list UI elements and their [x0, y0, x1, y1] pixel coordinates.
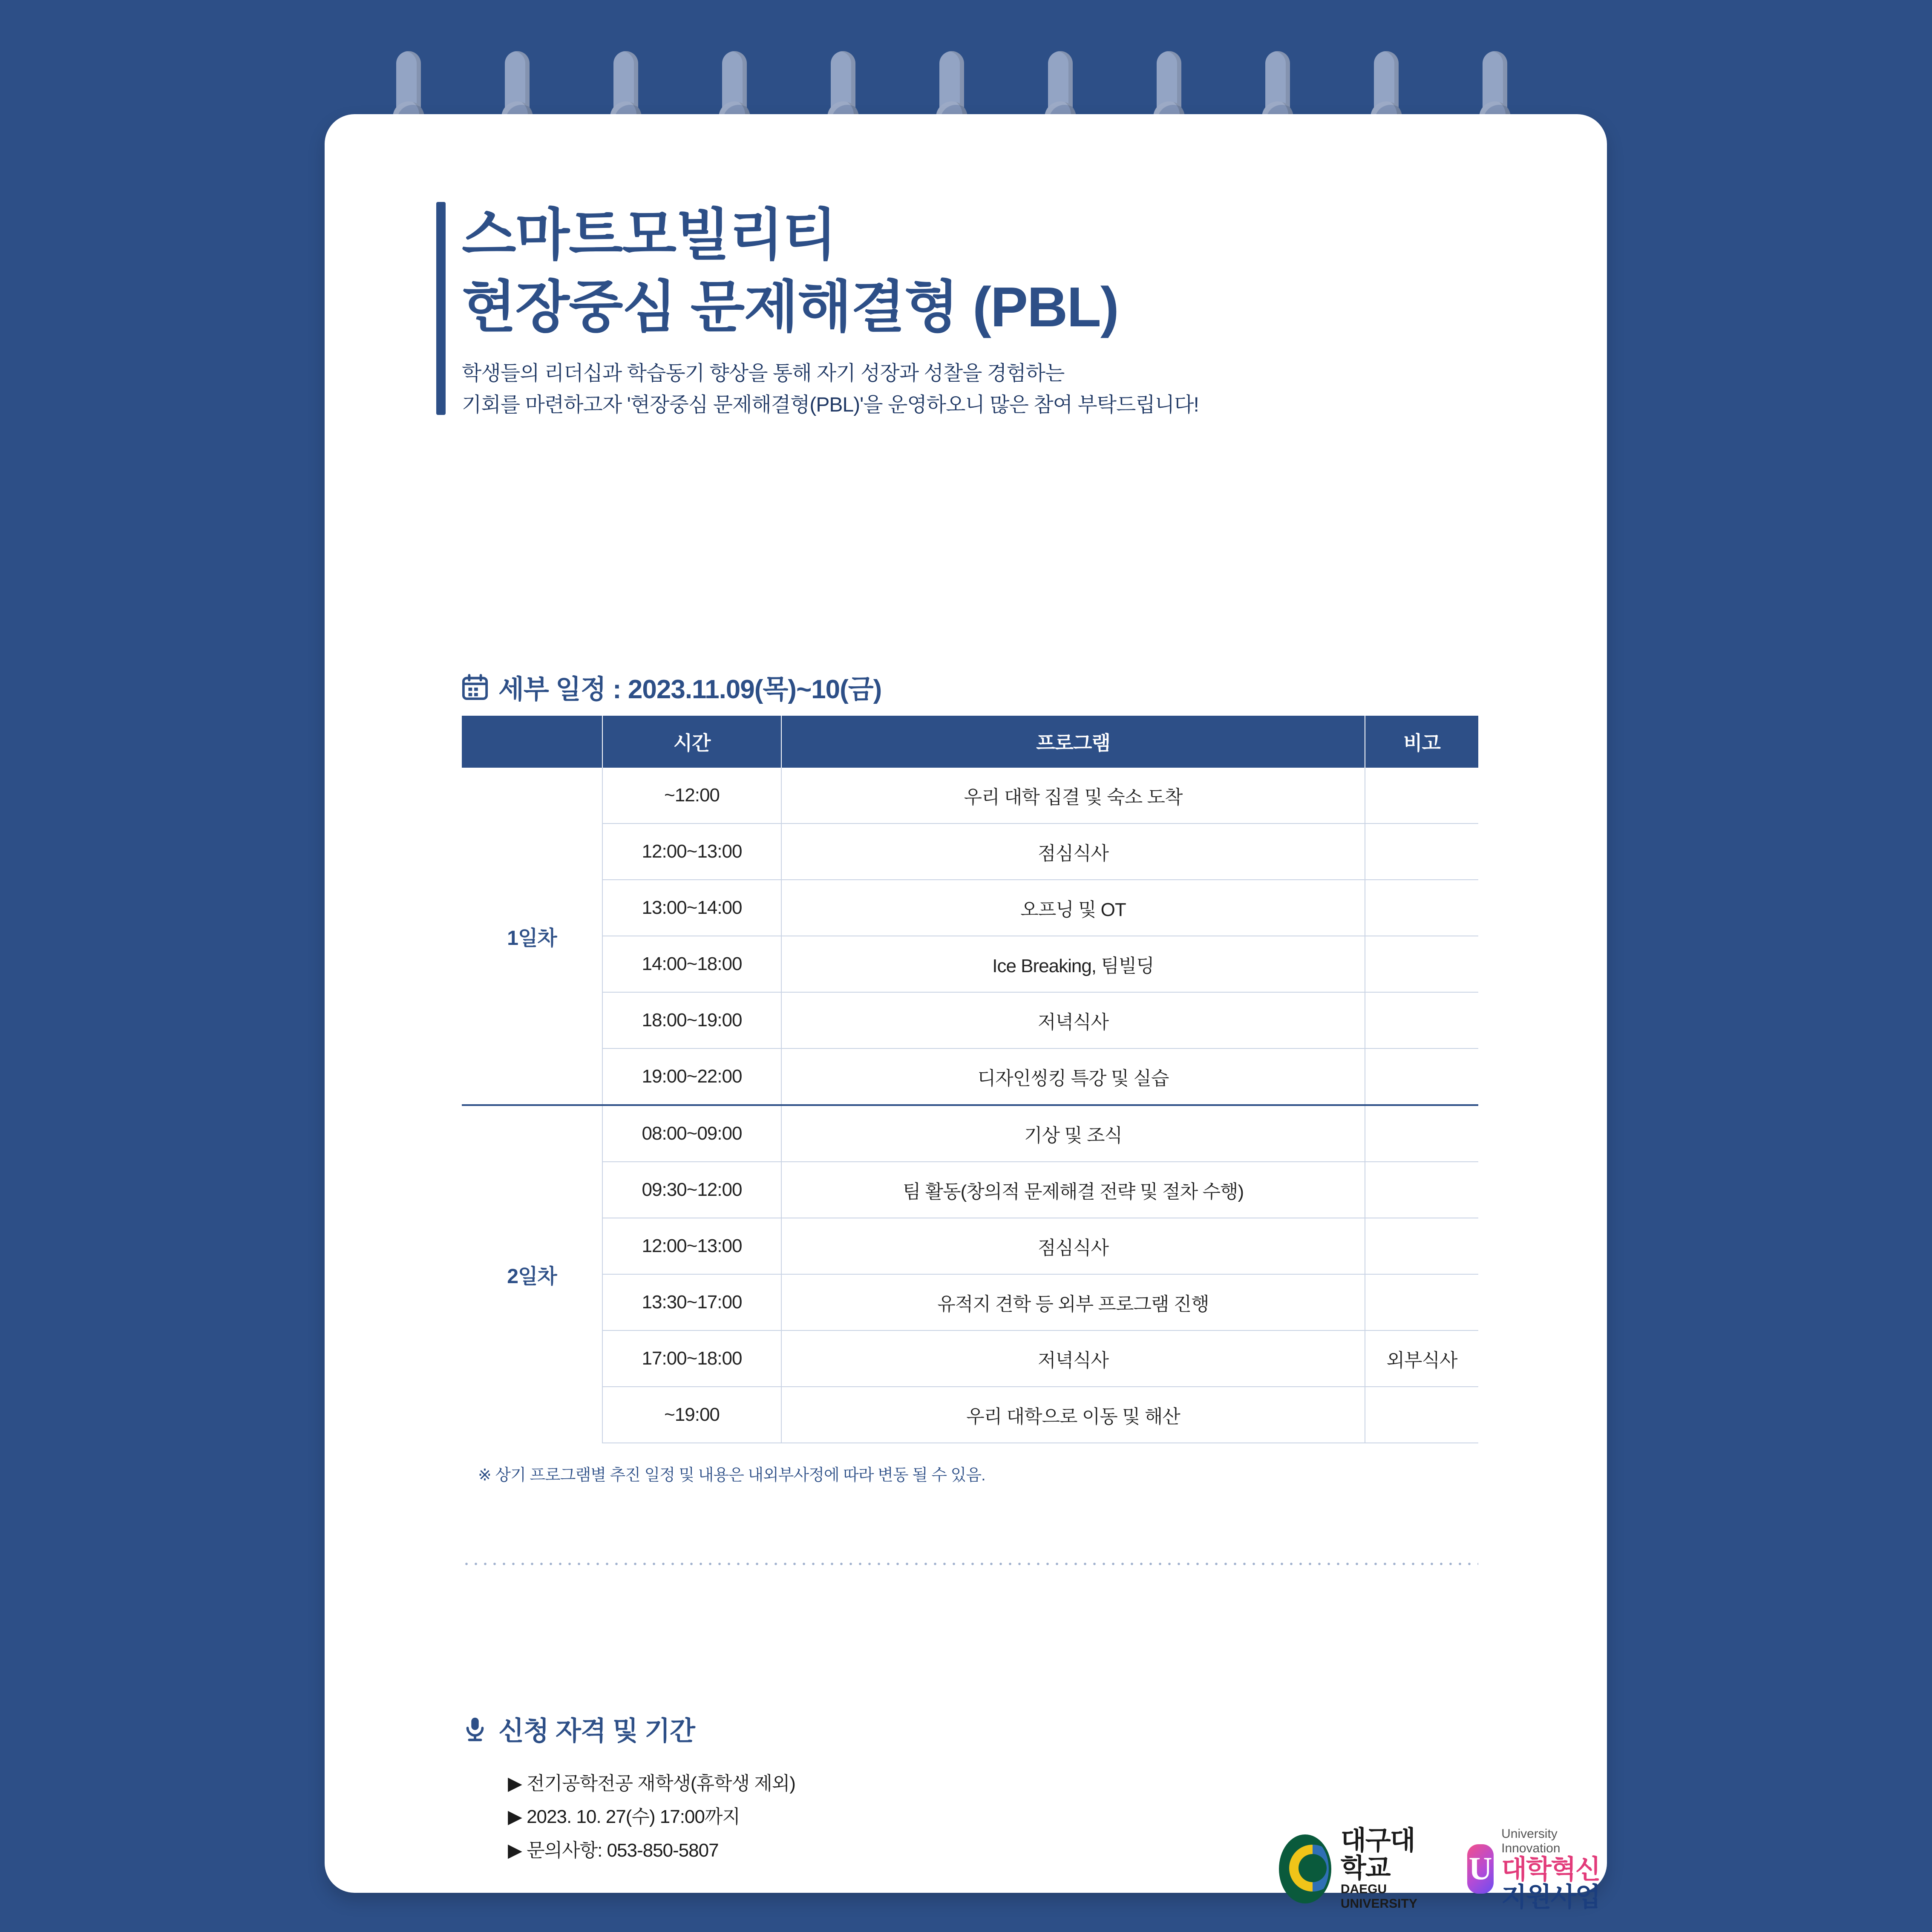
apply-section-heading	[462, 1710, 695, 1748]
cell-program: 점심식사	[781, 823, 1365, 880]
cell-program: 유적지 견학 등 외부 프로그램 진행	[781, 1274, 1365, 1330]
cell-time: 08:00~09:00	[602, 1105, 781, 1162]
col-header-day	[462, 716, 602, 768]
list-item: ▶ 전기공학전공 재학생(휴학생 제외)	[508, 1773, 795, 1794]
schedule-table	[462, 716, 1478, 1443]
cell-time: 12:00~13:00	[602, 1218, 781, 1274]
list-item: ▶ 문의사항: 053-850-5807	[508, 1840, 719, 1861]
col-header-note: 비고	[1365, 716, 1478, 768]
cell-time: 13:00~14:00	[602, 880, 781, 936]
microphone-icon	[462, 1716, 488, 1742]
poster-title-block	[436, 199, 1569, 421]
cell-note	[1365, 880, 1478, 936]
apply-info-list	[508, 1767, 795, 1867]
calendar-icon	[462, 674, 488, 700]
cell-time: ~19:00	[602, 1387, 781, 1443]
cell-note	[1365, 1218, 1478, 1274]
table-row	[462, 1162, 1478, 1218]
apply-heading-text: 신청 자격 및 기간	[498, 1716, 695, 1746]
table-header-row	[462, 716, 1478, 768]
cell-time: 18:00~19:00	[602, 992, 781, 1048]
cell-program: 점심식사	[781, 1218, 1365, 1274]
page-title-line2: 현장중심 문제해결형 (PBL)	[462, 275, 1118, 338]
cell-time: ~12:00	[602, 768, 781, 823]
university-innovation-logo	[1467, 1827, 1607, 1911]
cell-time: 13:30~17:00	[602, 1274, 781, 1330]
cell-time: 17:00~18:00	[602, 1330, 781, 1387]
cell-program: 기상 및 조식	[781, 1105, 1365, 1162]
cell-program: 저녁식사	[781, 992, 1365, 1048]
daegu-university-logo	[1279, 1827, 1434, 1911]
cell-note	[1365, 768, 1478, 823]
cell-time: 09:30~12:00	[602, 1162, 781, 1218]
schedule-table-wrap	[462, 716, 1478, 1443]
cell-program: Ice Breaking, 팀빌딩	[781, 936, 1365, 992]
table-row	[462, 880, 1478, 936]
day-label-1: 1일차	[462, 768, 602, 1105]
table-row	[462, 1274, 1478, 1330]
schedule-footnote: ※ 상기 프로그램별 추진 일정 및 내용은 내외부사정에 따라 변동 될 수 있음.	[478, 1466, 985, 1484]
table-row	[462, 1387, 1478, 1443]
page-title-line1: 스마트모빌리티	[462, 204, 836, 266]
cell-note	[1365, 1105, 1478, 1162]
list-item: ▶ 2023. 10. 27(수) 17:00까지	[508, 1806, 740, 1828]
table-row	[462, 1218, 1478, 1274]
dotted-divider	[462, 1563, 1478, 1565]
cell-note	[1365, 992, 1478, 1048]
uis-mark-icon	[1467, 1844, 1494, 1894]
cell-program: 오프닝 및 OT	[781, 880, 1365, 936]
table-row	[462, 1048, 1478, 1105]
schedule-section-heading	[462, 668, 881, 706]
cell-program: 우리 대학 집결 및 숙소 도착	[781, 768, 1365, 823]
schedule-heading-text: 세부 일정 : 2023.11.09(목)~10(금)	[498, 675, 882, 704]
cell-note: 외부식사	[1365, 1330, 1478, 1387]
uis-logo-en: University Innovation	[1501, 1827, 1561, 1855]
cell-program: 디자인씽킹 특강 및 실습	[781, 1048, 1365, 1105]
daegu-logo-kr: 대구대학교	[1340, 1826, 1415, 1883]
title-accent-bar	[436, 202, 446, 415]
daegu-logo-en: DAEGU UNIVERSITY	[1340, 1882, 1417, 1911]
col-header-program: 프로그램	[781, 716, 1365, 768]
poster-subtitle-line2: 기회를 마련하고자 '현장중심 문제해결형(PBL)'을 운영하오니 많은 참여 부탁드립니다!	[462, 394, 1199, 417]
uis-logo-kr-a: 대학혁신	[1501, 1855, 1600, 1884]
col-header-time: 시간	[602, 716, 781, 768]
daegu-seal-icon	[1279, 1834, 1331, 1903]
cell-program: 저녁식사	[781, 1330, 1365, 1387]
cell-note	[1365, 1162, 1478, 1218]
cell-time: 12:00~13:00	[602, 823, 781, 880]
logo-row	[1279, 1827, 1607, 1911]
uis-logo-kr-b: 지원사업	[1501, 1883, 1600, 1912]
cell-note	[1365, 1274, 1478, 1330]
cell-program: 팀 활동(창의적 문제해결 전략 및 절차 수행)	[781, 1162, 1365, 1218]
cell-note	[1365, 936, 1478, 992]
cell-note	[1365, 823, 1478, 880]
cell-note	[1365, 1048, 1478, 1105]
cell-time: 14:00~18:00	[602, 936, 781, 992]
table-row	[462, 1105, 1478, 1162]
cell-program: 우리 대학으로 이동 및 해산	[781, 1387, 1365, 1443]
poster-subtitle-line1: 학생들의 리더십과 학습동기 향상을 통해 자기 성장과 성찰을 경험하는	[462, 362, 1065, 385]
day-label-2: 2일차	[462, 1105, 602, 1443]
cell-note	[1365, 1387, 1478, 1443]
table-row	[462, 936, 1478, 992]
poster-subtitle	[462, 358, 1569, 421]
poster-sheet	[325, 114, 1607, 1912]
table-row	[462, 768, 1478, 823]
cell-time: 19:00~22:00	[602, 1048, 781, 1105]
table-row	[462, 1330, 1478, 1387]
table-row	[462, 992, 1478, 1048]
table-row	[462, 823, 1478, 880]
